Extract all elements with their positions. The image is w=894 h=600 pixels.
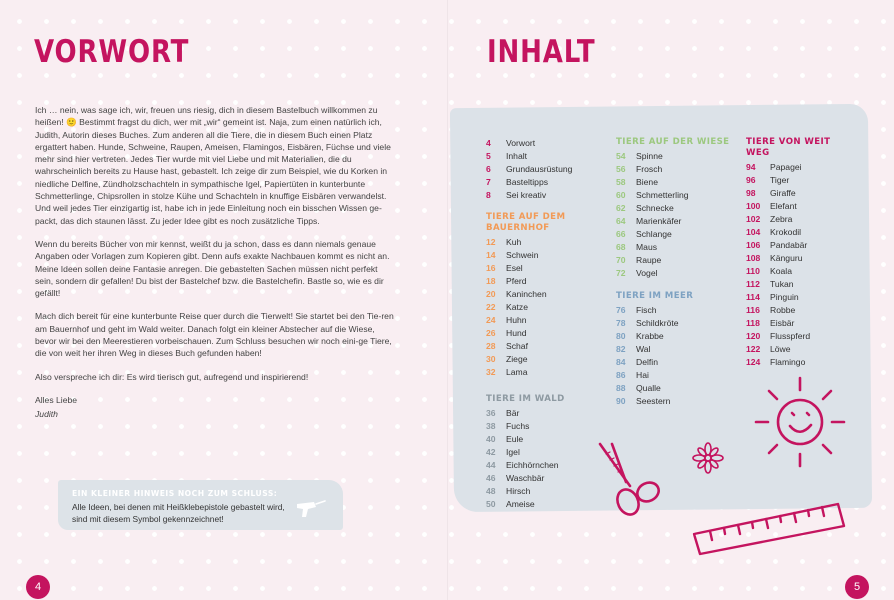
toc-label: Qualle bbox=[636, 383, 661, 393]
toc-entry[interactable] bbox=[616, 215, 736, 228]
toc-page: 100 bbox=[746, 201, 761, 211]
toc-page: 110 bbox=[746, 266, 760, 276]
toc-entry[interactable] bbox=[746, 200, 856, 213]
toc-page: 18 bbox=[486, 276, 496, 286]
toc-entry[interactable] bbox=[616, 176, 736, 189]
toc-entry[interactable] bbox=[616, 330, 726, 343]
toc-entry[interactable] bbox=[746, 174, 856, 187]
toc-label: Koala bbox=[770, 266, 792, 276]
toc-page: 80 bbox=[616, 331, 626, 341]
toc-label: Zebra bbox=[770, 214, 793, 224]
page-number-right: 5 bbox=[845, 575, 869, 599]
toc-label: Krokodil bbox=[770, 227, 802, 237]
toc-entry[interactable] bbox=[486, 420, 586, 433]
vorwort-signature: Judith bbox=[35, 409, 58, 420]
toc-entry[interactable] bbox=[746, 356, 856, 369]
toc-entry[interactable] bbox=[616, 317, 726, 330]
toc-label: Huhn bbox=[506, 315, 527, 325]
toc-label: Marienkäfer bbox=[636, 216, 682, 226]
toc-entry[interactable] bbox=[616, 189, 736, 202]
toc-page: 22 bbox=[486, 302, 496, 312]
toc-page: 102 bbox=[746, 214, 761, 224]
toc-entry[interactable] bbox=[616, 241, 736, 254]
toc-section-wald bbox=[486, 394, 586, 511]
toc-page: 94 bbox=[746, 162, 756, 172]
toc-page: 84 bbox=[616, 357, 626, 367]
hot-glue-gun-icon bbox=[294, 498, 328, 520]
toc-page: 76 bbox=[616, 305, 626, 315]
toc-label: Schmetterling bbox=[636, 190, 689, 200]
spread-fold bbox=[447, 0, 448, 600]
toc-label: Ameise bbox=[506, 499, 535, 509]
toc-label: Flusspferd bbox=[770, 331, 811, 341]
toc-page: 96 bbox=[746, 175, 756, 185]
toc-label: Vogel bbox=[636, 268, 658, 278]
scissors-doodle-icon bbox=[596, 440, 664, 522]
hint-title: EIN KLEINER HINWEIS NOCH ZUM SCHLUSS: bbox=[72, 489, 278, 498]
toc-label: Eisbär bbox=[770, 318, 795, 328]
toc-label: Lama bbox=[506, 367, 528, 377]
toc-entry[interactable] bbox=[486, 249, 566, 262]
toc-entry[interactable] bbox=[746, 226, 856, 239]
vorwort-paragraph: Ich … nein, was sage ich, wir, freuen uns riesig, dich in diesem Bastelbuch willkommen zu heißen! 🙂 Bestimmt fragst du dich, wer mit „wir“ gemeint ist. Naja, zum einen natürlich ich, Judith, Autorin dieses Buches. Zum anderen all die Tiere, die in diesem Buch einen Platz ergattert haben. Hunde, Schweine, Raupen, Ameisen, Flamingos, Eisbären, Füchse und viele mehr sind hier vertreten. Jedes Tier wurde mit viel Liebe und mit Materialien, die du wahrscheinlich bereits zu Hause hast, gebastelt. Ich zeige dir zum Beispiel, wie du Korken in niedliche Delfine, Zündholzschachteln in sympathische Igel, Papiertüten in kunterbunte Schmetterlinge, Chipsrollen in stolze Kühe und Schachteln in knuffige Eisbären verwandelst. Und weil jedes Tier einzigartig ist, habe ich in jede Einleitung noch ein bisschen Wissen ge-packt, das dich staunen lässt. Zu jeder Idee gibt es noch zusätzliche Tipps. bbox=[35, 105, 391, 226]
vorwort-paragraph: Wenn du bereits Bücher von mir kennst, weißt du ja schon, dass es dann niemals genaue Angaben oder Vorlagen zum Kopieren gibt. Denn aufs exakte Nachbauen kommt es nicht an. Meine Ideen sollen deine Fantasie anregen. Die gebastelten Sachen müssen nicht perfekt sein, sondern dir gefallen! Du bist der Bastelchef bzw. die Bastelchefin. Bastle so, wie es dir gefällt! bbox=[35, 238, 390, 299]
toc-entry[interactable] bbox=[486, 353, 566, 366]
toc-label: Känguru bbox=[770, 253, 803, 263]
toc-entry[interactable] bbox=[486, 262, 566, 275]
toc-entry[interactable] bbox=[616, 382, 726, 395]
toc-label: Robbe bbox=[770, 305, 796, 315]
toc-label: Löwe bbox=[770, 344, 791, 354]
toc-entry[interactable] bbox=[616, 356, 726, 369]
vorwort-paragraph: Also verspreche ich dir: Es wird tierisch gut, aufregend und inspirierend! bbox=[35, 371, 309, 382]
toc-page: 60 bbox=[616, 190, 626, 200]
toc-page: 30 bbox=[486, 354, 496, 364]
toc-label: Biene bbox=[636, 177, 658, 187]
toc-entry[interactable] bbox=[486, 301, 566, 314]
toc-page: 114 bbox=[746, 292, 760, 302]
toc-entry[interactable] bbox=[616, 395, 726, 408]
toc-label: Igel bbox=[506, 447, 520, 457]
toc-label: Wal bbox=[636, 344, 651, 354]
toc-entry[interactable] bbox=[486, 327, 566, 340]
toc-page: 112 bbox=[746, 279, 760, 289]
toc-page: 16 bbox=[486, 263, 496, 273]
toc-page: 44 bbox=[486, 460, 496, 470]
toc-label: Tiger bbox=[770, 175, 790, 185]
toc-page: 106 bbox=[746, 240, 761, 250]
toc-page: 20 bbox=[486, 289, 496, 299]
toc-entry[interactable] bbox=[486, 314, 566, 327]
toc-page: 82 bbox=[616, 344, 626, 354]
toc-page: 36 bbox=[486, 408, 496, 418]
toc-label: Ziege bbox=[506, 354, 528, 364]
toc-label: Pandabär bbox=[770, 240, 808, 250]
toc-entry[interactable] bbox=[746, 317, 856, 330]
toc-entry[interactable] bbox=[746, 265, 856, 278]
toc-label: Kaninchen bbox=[506, 289, 547, 299]
toc-entry[interactable] bbox=[486, 407, 586, 420]
toc-label: Vorwort bbox=[506, 138, 536, 148]
toc-page: 50 bbox=[486, 499, 496, 509]
toc-entry[interactable] bbox=[616, 163, 736, 176]
toc-page: 48 bbox=[486, 486, 496, 496]
toc-page: 68 bbox=[616, 242, 626, 252]
toc-label: Hirsch bbox=[506, 486, 531, 496]
toc-label: Hai bbox=[636, 370, 649, 380]
toc-entry[interactable] bbox=[746, 330, 856, 343]
toc-section-title: TIERE VON WEIT WEG bbox=[746, 137, 831, 158]
toc-page: 108 bbox=[746, 253, 761, 263]
toc-label: Grundausrüstung bbox=[506, 164, 573, 174]
toc-section-wiese bbox=[616, 137, 736, 280]
toc-page: 66 bbox=[616, 229, 626, 239]
toc-label: Giraffe bbox=[770, 188, 796, 198]
toc-label: Frosch bbox=[636, 164, 663, 174]
toc-entry[interactable] bbox=[486, 236, 566, 249]
toc-page: 86 bbox=[616, 370, 626, 380]
toc-entry[interactable] bbox=[486, 340, 566, 353]
toc-label: Waschbär bbox=[506, 473, 545, 483]
toc-entry[interactable] bbox=[486, 433, 586, 446]
page-title-vorwort: VORWORT bbox=[34, 34, 190, 70]
toc-section-weit-weg bbox=[746, 137, 856, 369]
toc-page: 6 bbox=[486, 164, 491, 174]
toc-entry[interactable] bbox=[486, 446, 586, 459]
toc-section-title: TIERE IM MEER bbox=[616, 291, 694, 301]
toc-page: 124 bbox=[746, 357, 761, 367]
toc-page: 4 bbox=[486, 138, 491, 148]
hint-text: Alle Ideen, bei denen mit Heißklebepistole gebastelt wird, sind mit diesem Symbol gekennzeichnet! bbox=[72, 502, 285, 524]
hint-box bbox=[58, 480, 343, 530]
toc-entry[interactable] bbox=[486, 176, 572, 189]
toc-page: 62 bbox=[616, 203, 626, 213]
toc-page: 54 bbox=[616, 151, 626, 161]
toc-label: Delfin bbox=[636, 357, 658, 367]
toc-label: Kuh bbox=[506, 237, 522, 247]
toc-entry[interactable] bbox=[486, 163, 572, 176]
toc-entry[interactable] bbox=[486, 459, 586, 472]
toc-entry[interactable] bbox=[746, 343, 856, 356]
toc-label: Fisch bbox=[636, 305, 657, 315]
toc-label: Schlange bbox=[636, 229, 672, 239]
toc-label: Maus bbox=[636, 242, 658, 252]
toc-label: Pferd bbox=[506, 276, 527, 286]
ruler-doodle-icon bbox=[690, 500, 848, 558]
toc-entry[interactable] bbox=[486, 288, 566, 301]
toc-label: Pinguin bbox=[770, 292, 799, 302]
toc-section-title: TIERE IM WALD bbox=[486, 394, 565, 404]
toc-label: Tukan bbox=[770, 279, 794, 289]
toc-entry[interactable] bbox=[746, 161, 856, 174]
toc-entry[interactable] bbox=[746, 213, 856, 226]
toc-entry[interactable] bbox=[616, 267, 736, 280]
toc-label: Krabbe bbox=[636, 331, 664, 341]
toc-entry[interactable] bbox=[746, 187, 856, 200]
toc-label: Raupe bbox=[636, 255, 662, 265]
toc-label: Sei kreativ bbox=[506, 190, 547, 200]
toc-entry[interactable] bbox=[616, 202, 736, 215]
flower-doodle-icon bbox=[692, 442, 724, 474]
toc-entry[interactable] bbox=[486, 366, 566, 379]
toc-page: 116 bbox=[746, 305, 760, 315]
toc-entry[interactable] bbox=[746, 304, 856, 317]
toc-page: 38 bbox=[486, 421, 496, 431]
toc-page: 5 bbox=[486, 151, 491, 161]
toc-page: 32 bbox=[486, 367, 496, 377]
sun-doodle-icon bbox=[748, 372, 850, 472]
toc-entry[interactable] bbox=[746, 239, 856, 252]
toc-page: 58 bbox=[616, 177, 626, 187]
toc-label: Katze bbox=[506, 302, 528, 312]
toc-page: 118 bbox=[746, 318, 760, 328]
toc-label: Schildkröte bbox=[636, 318, 679, 328]
toc-section-title: TIERE AUF DER WIESE bbox=[616, 137, 730, 147]
toc-page: 120 bbox=[746, 331, 761, 341]
toc-entry[interactable] bbox=[616, 369, 726, 382]
toc-page: 78 bbox=[616, 318, 626, 328]
toc-page: 98 bbox=[746, 188, 756, 198]
toc-page: 8 bbox=[486, 190, 491, 200]
toc-page: 90 bbox=[616, 396, 626, 406]
toc-page: 14 bbox=[486, 250, 496, 260]
toc-label: Elefant bbox=[770, 201, 797, 211]
toc-label: Esel bbox=[506, 263, 523, 273]
toc-section-meer bbox=[616, 291, 726, 408]
toc-section-bauernhof bbox=[486, 212, 566, 379]
toc-entry[interactable] bbox=[616, 254, 736, 267]
toc-label: Papagei bbox=[770, 162, 802, 172]
vorwort-closing: Alles Liebe bbox=[35, 394, 78, 405]
vorwort-text bbox=[35, 104, 395, 432]
toc-label: Schaf bbox=[506, 341, 528, 351]
toc-entry[interactable] bbox=[486, 485, 586, 498]
toc-entry[interactable] bbox=[616, 343, 726, 356]
toc-label: Basteltipps bbox=[506, 177, 549, 187]
toc-page: 24 bbox=[486, 315, 496, 325]
toc-entry[interactable] bbox=[746, 278, 856, 291]
toc-page: 28 bbox=[486, 341, 496, 351]
toc-page: 46 bbox=[486, 473, 496, 483]
toc-entry[interactable] bbox=[616, 228, 736, 241]
toc-entry[interactable] bbox=[486, 275, 566, 288]
toc-page: 88 bbox=[616, 383, 626, 393]
toc-entry[interactable] bbox=[486, 150, 572, 163]
toc-page: 72 bbox=[616, 268, 626, 278]
toc-label: Hund bbox=[506, 328, 527, 338]
toc-page: 64 bbox=[616, 216, 626, 226]
toc-entry[interactable] bbox=[486, 137, 572, 150]
toc-label: Flamingo bbox=[770, 357, 806, 367]
toc-label: Schwein bbox=[506, 250, 539, 260]
toc-label: Spinne bbox=[636, 151, 663, 161]
toc-label: Schnecke bbox=[636, 203, 674, 213]
toc-entry[interactable] bbox=[486, 189, 572, 202]
page-number-left: 4 bbox=[26, 575, 50, 599]
toc-entry[interactable] bbox=[746, 291, 856, 304]
toc-page: 56 bbox=[616, 164, 626, 174]
toc-page: 40 bbox=[486, 434, 496, 444]
toc-page: 104 bbox=[746, 227, 761, 237]
toc-entry[interactable] bbox=[746, 252, 856, 265]
toc-section-title: TIERE AUF DEM BAUERNHOF bbox=[486, 212, 566, 233]
toc-page: 12 bbox=[486, 237, 496, 247]
page-title-inhalt: INHALT bbox=[487, 34, 596, 70]
toc-label: Fuchs bbox=[506, 421, 530, 431]
toc-page: 122 bbox=[746, 344, 761, 354]
toc-entry[interactable] bbox=[486, 472, 586, 485]
toc-label: Eichhörnchen bbox=[506, 460, 559, 470]
toc-page: 42 bbox=[486, 447, 496, 457]
toc-page: 70 bbox=[616, 255, 626, 265]
vorwort-paragraph: Mach dich bereit für eine kunterbunte Reise quer durch die Tierwelt! Sie startet bei den Tie-ren am Bauernhof und geht im Wald weiter. Danach folgt ein kleiner Abstecher auf die Wiese, bevor wir bei den Meerestieren vorbeischauen. Zum Schluss besuchen wir noch eini-ge Tiere, die von weit her ihren Weg in dieses Buch gefunden haben! bbox=[35, 311, 394, 359]
toc-label: Inhalt bbox=[506, 151, 528, 161]
toc-page: 7 bbox=[486, 177, 491, 187]
toc-page: 26 bbox=[486, 328, 496, 338]
toc-label: Seestern bbox=[636, 396, 671, 406]
toc-label: Eule bbox=[506, 434, 524, 444]
toc-intro bbox=[486, 137, 572, 202]
toc-entry[interactable] bbox=[616, 304, 726, 317]
toc-label: Bär bbox=[506, 408, 520, 418]
toc-entry[interactable] bbox=[616, 150, 736, 163]
toc-entry[interactable] bbox=[486, 498, 586, 511]
